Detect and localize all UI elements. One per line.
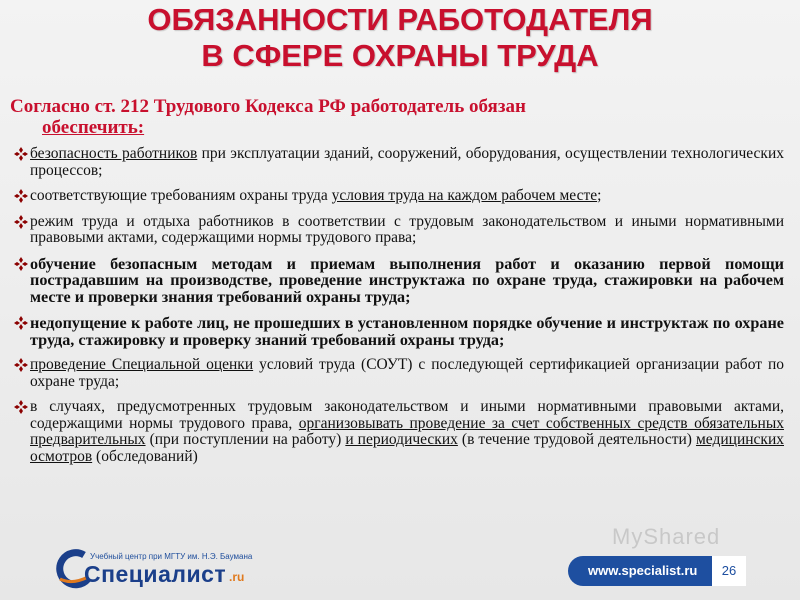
list-item [14, 315, 784, 349]
logo-suffix: .ru [229, 570, 245, 584]
item-text-mid-2: (в течение трудовой деятельности) [457, 431, 696, 449]
list-item [14, 357, 784, 390]
item-text: обучение безопасным методам и приемам выполнения работ и оказанию первой помощи пострадавшим на производстве, проведение инструктажа по охране труда, стажировки на рабочем месте и проверки знания требований охраны труда; [30, 254, 784, 307]
item-text: при эксплуатации зданий, сооружений, оборудования, осуществлении технологических процессов; [30, 145, 785, 179]
item-text-mid: (при поступлении на работу) [145, 431, 346, 449]
list-item [14, 399, 784, 465]
item-underlined-phrase: условия труда на каждом рабочем месте [331, 187, 598, 204]
intro-line-2: обеспечить: [42, 117, 145, 138]
item-underlined-phrase-3: медицинских осмотров [30, 431, 784, 465]
item-text: соответствующие требованиям охраны труда [30, 187, 332, 204]
intro-line-1: Согласно ст. 212 Трудового Кодекса РФ работодатель обязан [10, 96, 526, 117]
page-number: 26 [712, 556, 746, 586]
list-item [14, 256, 784, 306]
diamond-bullet-icon [14, 316, 28, 330]
logo-tagline: Учебный центр при МГТУ им. Н.Э. Баумана [90, 552, 253, 561]
item-underlined-phrase-2: и периодических [345, 431, 458, 449]
logo-name: Специалист [84, 561, 227, 587]
specialist-logo [54, 549, 254, 589]
list-item [14, 188, 784, 205]
item-text-end: (обследований) [92, 447, 198, 465]
duties-list [14, 146, 784, 474]
item-underlined-phrase: организовывать проведение за счет собственных средств обязательных предварительных [30, 414, 784, 449]
item-text: недопущение к работе лиц, не прошедших в установленном порядке обучение и инструктаж по охране труда, стажировку и проверку знаний требований охраны труда; [30, 313, 784, 349]
item-text-end: ; [597, 187, 602, 204]
intro-text [10, 96, 780, 138]
diamond-bullet-icon [14, 257, 28, 271]
watermark: MyShared [612, 524, 721, 549]
item-text: условий труда (СОУТ) с последующей сертификацией организации работ по охране труда; [30, 356, 785, 390]
diamond-bullet-icon [14, 189, 28, 203]
item-text: режим труда и отдыха работников в соответствии с трудовым законодательством и иными нормативными правовыми актами, содержащими нормы трудового права; [30, 212, 784, 246]
item-underlined-phrase: проведение Специальной оценки [30, 356, 254, 374]
diamond-bullet-icon [14, 400, 28, 414]
list-item [14, 214, 784, 247]
slide-title [0, 2, 800, 74]
diamond-bullet-icon [14, 358, 28, 372]
diamond-bullet-icon [14, 215, 28, 229]
item-text: в случаях, предусмотренных трудовым законодательством и иными нормативными правовыми актами, содержащими нормы трудового права, [30, 398, 784, 432]
slide-title-line-1: ОБЯЗАННОСТИ РАБОТОДАТЕЛЯ [147, 2, 653, 37]
slide-title-line-2: В СФЕРЕ ОХРАНЫ ТРУДА [201, 38, 599, 73]
item-underlined-phrase: безопасность работников [30, 145, 198, 162]
list-item [14, 146, 784, 179]
diamond-bullet-icon [14, 147, 28, 161]
site-url[interactable]: www.specialist.ru [588, 563, 698, 578]
